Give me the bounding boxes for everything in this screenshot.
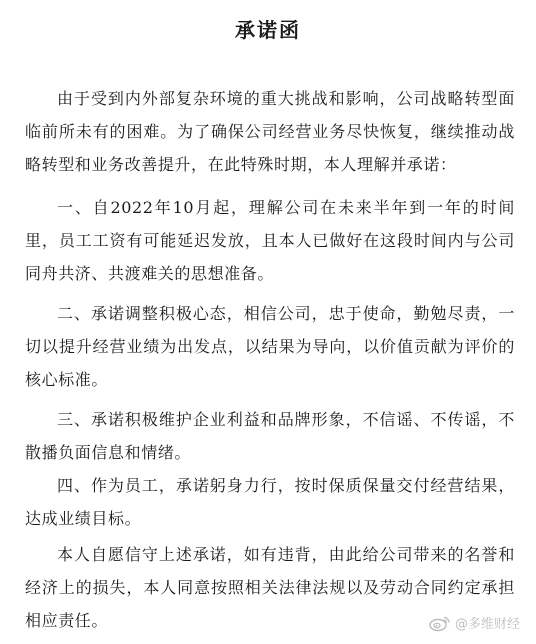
clause-two-paragraph: 二、承诺调整积极心态，相信公司，忠于使命，勤勉尽责，一切以提升经营业绩为出发点，以结果为导向，以价值贡献为评价的核心标准。 <box>25 304 515 389</box>
clause-one-paragraph: 一、自2022年10月起，理解公司在未来半年到一年的时间里，员工工资有可能延迟发放，且本人已做好在这段时间内与公司同舟共济、共渡难关的思想准备。 <box>25 198 515 283</box>
intro-paragraph: 由于受到内外部复杂环境的重大挑战和影响，公司战略转型面临前所未有的困难。为了确保公司经营业务尽快恢复，继续推动战略转型和业务改善提升，在此特殊时期，本人理解并承诺： <box>25 89 515 174</box>
clause-three-paragraph: 三、承诺积极维护企业利益和品牌形象，不信谣、不传谣，不散播负面信息和情绪。 <box>25 410 515 462</box>
document-title: 承诺函 <box>235 18 301 42</box>
closing-paragraph: 本人自愿信守上述承诺，如有违背，由此给公司带来的名誉和经济上的损失，本人同意按照相关法律法规以及劳动合同约定承担相应责任。 <box>25 545 515 630</box>
clause-four-paragraph: 四、作为员工，承诺躬身力行，按时保质保量交付经营结果，达成业绩目标。 <box>25 476 515 528</box>
watermark-text: @多维财经 <box>454 617 520 632</box>
watermark <box>429 613 520 632</box>
weibo-logo-icon <box>429 614 451 632</box>
